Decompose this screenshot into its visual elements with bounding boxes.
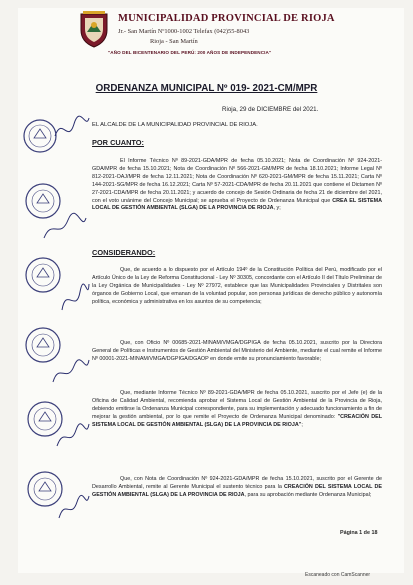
year-motto: "AÑO DEL BICENTENARIO DEL PERÚ: 200 AÑOS DE INDEPENDENCIA" — [108, 50, 272, 55]
considerando-paragraph-2: Que, con Oficio Nº 00685-2021-MINAM/VMGA/DGPIGA de fecha 05.10.2021, suscrito por la Directora General de Políticas e Instrumentos de Gestión Ambiental del Ministerio del Ambiente, mediante el cual remite el Informe Nº 00001-2021-MINAM/VMGA/DGPIGA/DGAOP en donde emite su pronunciamiento favorable; — [92, 340, 382, 362]
page-number: Página 1 de 18 — [340, 530, 378, 536]
intro-text: EL ALCALDE DE LA MUNICIPALIDAD PROVINCIAL DE RIOJA. — [92, 122, 258, 128]
considerando-paragraph-1: Que, de acuerdo a lo dispuesto por el Artículo 194º de la Constitución Política del Perú, modificado por el Artículo Único de la Ley de Reforma Constitucional - Ley Nº 30305, concordante con el Artículo II del Título Preliminar de la Ley Orgánica de Municipalidades - Ley Nº 27972, establece que las Municipalidades Provinciales y Distritales son órganos de Gobierno Local, que emanan de la voluntad popular, son personas jurídicas de derecho público y autonomía política, económica y administrativa en los asuntos de su competencia; — [92, 267, 382, 305]
signature-mark — [56, 490, 92, 526]
institution-name: MUNICIPALIDAD PROVINCIAL DE RIOJA — [118, 13, 335, 24]
municipal-crest-logo — [78, 10, 110, 48]
city-line: Rioja - San Martín — [150, 38, 198, 45]
signature-mark — [58, 280, 92, 320]
seal-stamp — [24, 256, 62, 294]
date-line: Rioja, 29 de DICIEMBRE del 2021. — [222, 106, 319, 113]
signature-mark — [52, 112, 92, 148]
address-line: Jr.- San Martín Nº1000-1002 Telefax (042)55-8043 — [118, 28, 250, 35]
signature-mark — [54, 418, 92, 454]
por-cuanto-heading: POR CUANTO: — [92, 138, 145, 147]
considerando-heading: CONSIDERANDO: — [92, 248, 156, 257]
scanner-watermark: Escaneado con CamScanner — [305, 572, 371, 578]
considerando-paragraph-3: Que, mediante Informe Técnico Nº 89-2021-GDA/MPR de fecha 05.10.2021, suscrito por el Jefe (e) de la Oficina de Calidad Ambiental, recomienda aprobar el Sistema Local de Gestión Ambiental de la Provincia de Rioja, debiendo emitirse la Ordenanza Municipal correspondiente, para su implementación y adecuado funcionamiento a fin de mejorar la gestión ambiental, por lo que remite el Proyecto de Ordenanza Municipal denominado: "CREACIÓN DEL SISTEMA LOCAL DE GESTIÓN AMBIENTAL (SLGA) DE LA PROVINCIA DE RIOJA"; — [92, 390, 382, 428]
signature-mark — [50, 356, 92, 390]
por-cuanto-paragraph: El Informe Técnico Nº 89-2021-GDA/MPR de fecha 05.10.2021; Nota de Coordinación Nº 924-2021-GDA/MPR de fecha 15.10.2021; Nota de Coordinación Nº 566-2021-GM/MPR de fecha 18.10.2021; Informe Legal Nº 812-2021-OAJ/MPR de fecha 12.11.2021; Nota de Coordinación Nº 620-2021-GM/MPR de fecha 15.11.2021; Carta Nº 144-2021-SG/MPR de fecha 16.12.2021; Carta Nº 57-2021-CDA/MPR de fecha 20.11.2021 que contiene el Dictamen Nº 27-2021-CDA/MPR de fecha 20.11.2021; y acuerdo de concejo de Sesión Ordinaria de fecha 21 de diciembre del 2021, con el voto unánime del Concejo Municipal; se aprueba el Proyecto de Ordenanza Municipal que CREA EL SISTEMA LOCAL DE GESTIÓN AMBIENTAL (SLGA) DE LA PROVINCIA DE RIOJA, y; — [92, 158, 382, 212]
signature-mark — [40, 210, 90, 246]
considerando-paragraph-4: Que, con Nota de Coordinación Nº 924-2021-GDA/MPR de fecha 15.10.2021, suscrito por el Gerente de Desarrollo Ambiental, remite al Gerente Municipal el sustento técnico para la CREACIÓN DEL SISTEMA LOCAL DE GESTIÓN AMBIENTAL (SLGA) DE LA PROVINCIA DE RIOJA, para su aprobación mediante Ordenanza Municipal; — [92, 476, 382, 498]
ordinance-title: ORDENANZA MUNICIPAL Nº 019- 2021-CM/MPR — [95, 83, 318, 94]
